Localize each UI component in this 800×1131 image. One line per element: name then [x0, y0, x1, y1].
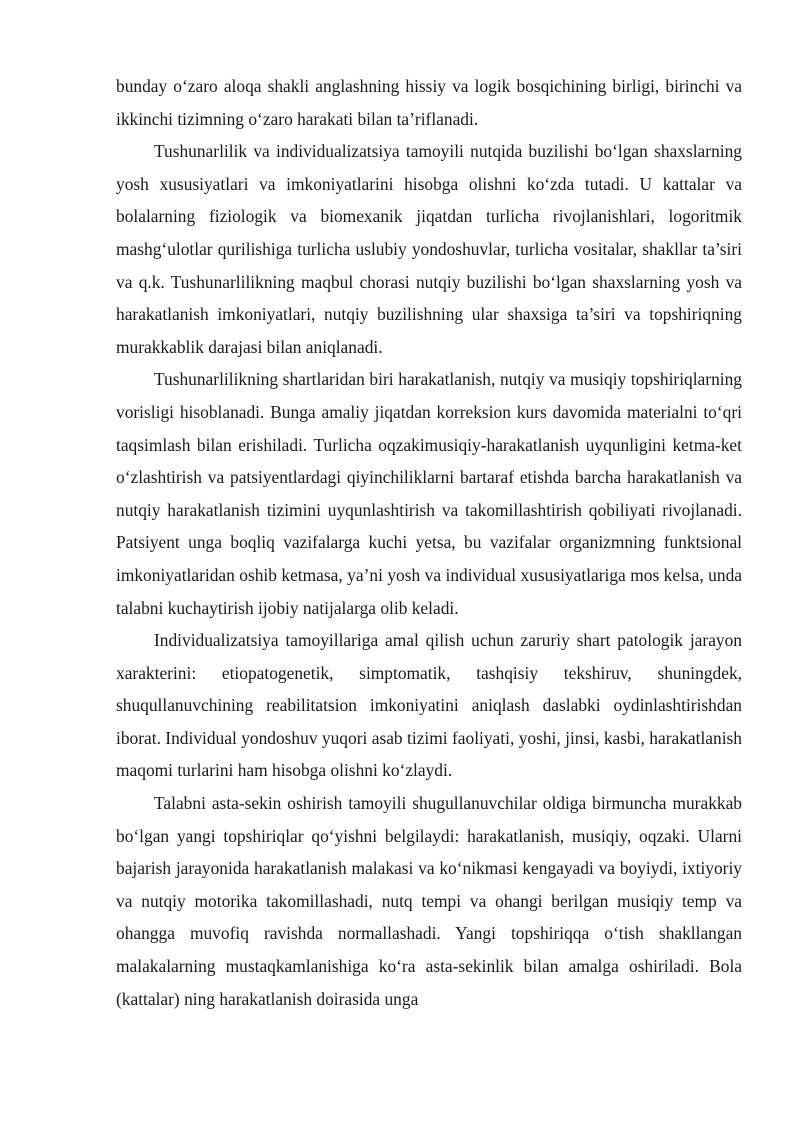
paragraph-continued: bunday o‘zaro aloqa shakli anglashning hissiy va logik bosqichining birligi, birinchi va ikkinchi tizimning o‘zaro harakati bilan ta’riflanadi. [116, 76, 742, 129]
paragraph: Talabni asta-sekin oshirish tamoyili shugullanuvchilar oldiga birmuncha murakkab bo‘lgan yangi topshiriqlar qo‘yishni belgilaydi: harakatlanish, musiqiy, oqzaki. Ularni bajarish jarayonida harakatlanish malakasi va ko‘nikmasi kengayadi va boyiydi, ixtiyoriy va nutqiy motorika takomillashadi, nutq tempi va ohangi berilgan musiqiy temp va ohangga muvofiq ravishda normallashadi. Yangi topshiriqqa o‘tish shakllangan malakalarning mustaqkamlanishiga ko‘ra asta-sekinlik bilan amalga oshiriladi. Bola (kattalar) ning harakatlanish doirasida unga [116, 793, 742, 1009]
paragraph: Tushunarlilikning shartlaridan biri harakatlanish, nutqiy va musiqiy topshiriqlarning vorisligi hisoblanadi. Bunga amaliy jiqatdan korreksion kurs davomida materialni to‘qri taqsimlash bilan erishiladi. Turlicha oqzakimusiqiy-harakatlanish uyqunligini ketma-ket o‘zlashtirish va patsiyentlardagi qiyinchiliklarni bartaraf etishda barcha harakatlanish va nutqiy harakatlanish tizimini uyqunlashtirish va takomillashtirish qobiliyati rivojlanadi. Patsiyent unga boqliq vazifalarga kuchi yetsa, bu vazifalar organizmning funktsional imkoniyatlaridan oshib ketmasa, ya’ni yosh va individual xususiyatlariga mos kelsa, unda talabni kuchaytirish ijobiy natijalarga olib keladi. [116, 369, 742, 618]
paragraph: Tushunarlilik va individualizatsiya tamoyili nutqida buzilishi bo‘lgan shaxslarning yosh xususiyatlari va imkoniyatlarini hisobga olishni ko‘zda tutadi. U kattalar va bolalarning fiziologik va biomexanik jiqatdan turlicha rivojlanishlari, logoritmik mashg‘ulotlar qurilishiga turlicha uslubiy yondoshuvlar, turlicha vositalar, shakllar ta’siri va q.k. Tushunarlilikning maqbul chorasi nutqiy buzilishi bo‘lgan shaxslarning yosh va harakatlanish imkoniyatlari, nutqiy buzilishning ular shaxsiga ta’siri va topshiriqning murakkablik darajasi bilan aniqlanadi. [116, 141, 742, 357]
paragraph: Individualizatsiya tamoyillariga amal qilish uchun zaruriy shart patologik jarayon xarakterini: etiopatogenetik, simptomatik, tashqisiy tekshiruv, shuningdek, shuqullanuvchining reabilitatsion imkoniyatini aniqlash daslabki oydinlashtirishdan iborat. Individual yondoshuv yuqori asab tizimi faoliyati, yoshi, jinsi, kasbi, harakatlanish maqomi turlarini ham hisobga olishni ko‘zlaydi. [116, 630, 742, 781]
body-text [116, 70, 742, 1015]
